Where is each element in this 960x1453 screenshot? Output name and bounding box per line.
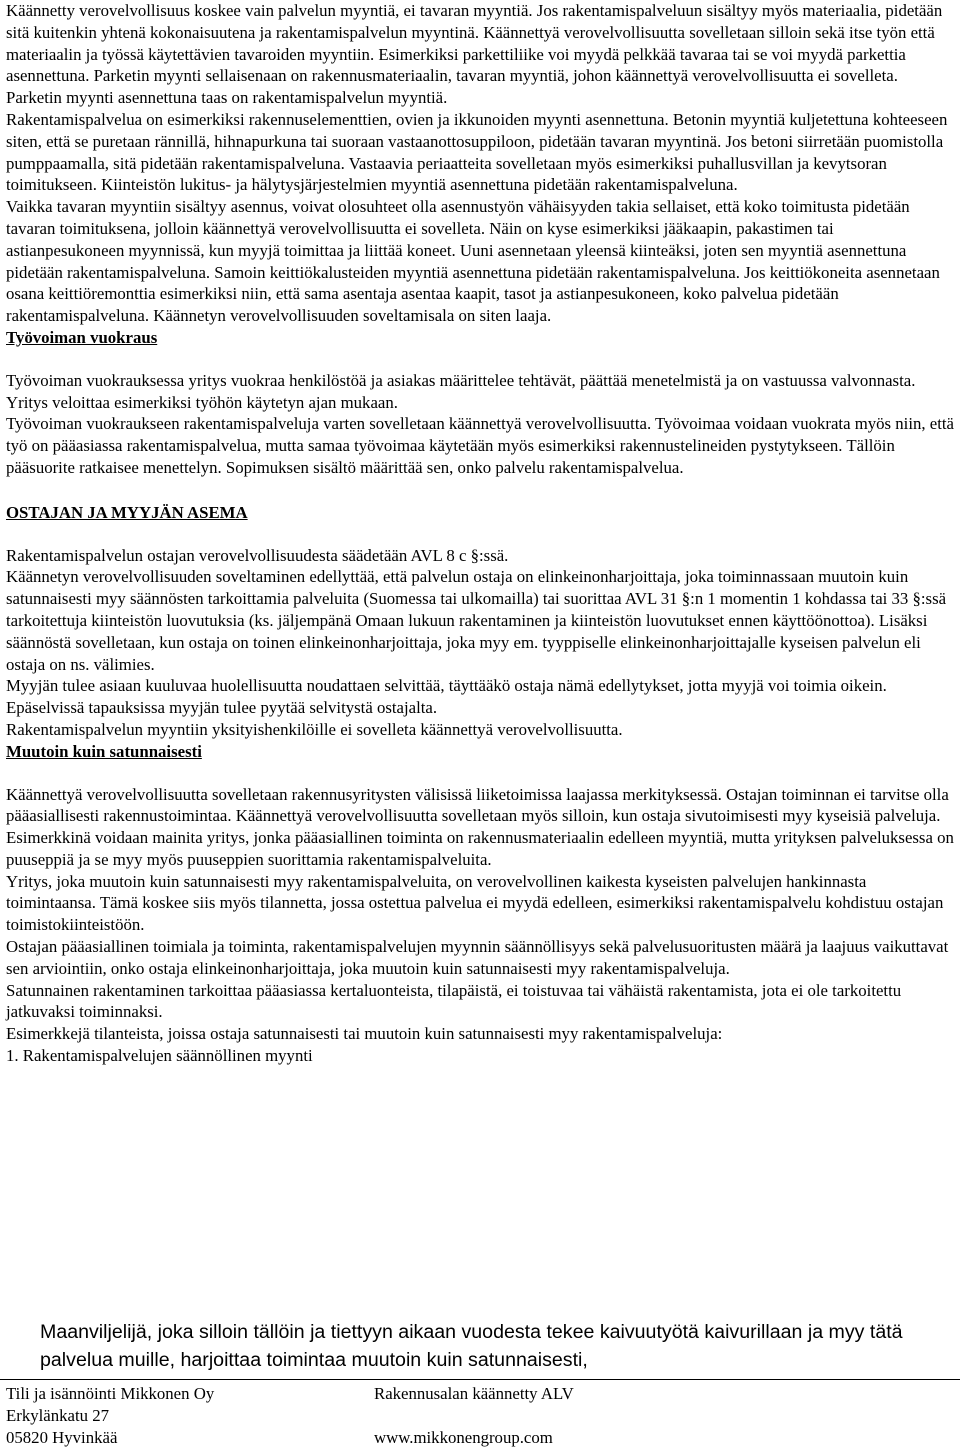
paragraph: Työvoiman vuokrauksessa yritys vuokraa henkilöstöä ja asiakas määrittelee tehtävät, päättää menetelmistä ja on vastuussa valvonnasta. Yritys veloittaa esimerkiksi työhön käytetyn ajan mukaan.	[6, 370, 916, 412]
paragraph: Satunnainen rakentaminen tarkoittaa pääasiassa kertaluonteista, tilapäistä, ei toistuvaa tai vähäistä rakentamista, jota ei ole tarkoitettu jatkuvaksi toiminnaksi.	[6, 980, 902, 1022]
footer-info	[374, 1383, 574, 1449]
footer-spacer	[374, 1405, 574, 1427]
footer-postal: 05820 Hyvinkää	[6, 1428, 118, 1447]
paragraph: Vaikka tavaran myyntiin sisältyy asennus, voivat olosuhteet olla asennustyön vähäisyyden takia sellaiset, että koko toimitusta pidetään tavaran toimituksena, jolloin käännettyä verovelvollisuutta ei sovelleta. Näin on kyse esimerkiksi jääkaapin, pakastimen tai astianpesukoneen myynnissä, kun myyjä toimittaa ja liittää koneet. Uuni asennetaan yleensä kiinteäksi, joten sen myyntiä asennettuna pidetään rakentamispalveluna. Samoin keittiökalusteiden myyntiä asennettuna pidetään rakentamispalveluna. Jos keittiökoneita asennetaan osana keittiöremonttia esimerkiksi niin, että sama asentaja asentaa kaapit, tasot ja astianpesukoneen, koko palvelua pidetään rakentamispalveluna. Käännetyn verovelvollisuuden soveltamisala on siten laaja.	[6, 197, 940, 326]
paragraph: Käännetty verovelvollisuus koskee vain palvelun myyntiä, ei tavaran myyntiä. Jos rakentamispalveluun sisältyy myös materiaalia, pidetään sitä kuitenkin yhtenä kokonaisuutena ja rakentamispalvelun myyntinä. Käännettyä verovelvollisuutta sovelletaan silloin sekä itse työn että materiaalin ja työssä käytettävien tavaroiden myyntiin. Esimerkiksi parkettiliike voi myydä pelkkää tavaraa tai se voi myydä parkettia asennettuna. Parketin myynti sellaisenaan on rakennusmateriaalin, tavaran myyntiä, johon käännettyä verovelvollisuutta ei sovelleta. Parketin myynti asennettuna taas on rakentamispalvelun myyntiä.	[6, 1, 943, 108]
section-heading-ostajan-ja-myyjan-asema: OSTAJAN JA MYYJÄN ASEMA	[6, 502, 248, 522]
paragraph: Käännetyn verovelvollisuuden soveltaminen edellyttää, että palvelun ostaja on elinkeinonharjoittaja, joka toiminnassaan muutoin kuin satunnaisesti myy säännösten tarkoittamia palveluita (Suomessa tai ulkomailla) tai suorittaa AVL 31 §:n 1 momentin 1 kohdassa tai 33 §:ssä tarkoitettuja kiinteistön luovutuksia (ks. jäljempänä Omaan lukuun rakentaminen ja kiinteistön luovutukset ennen käyttöönottoa). Lisäksi säännöstä sovelletaan, kun ostaja on toinen elinkeinonharjoittaja, joka myy em. tyyppiselle elinkeinonharjoittajalle kyseisen palvelun eli ostaja on ns. välimies.	[6, 567, 947, 674]
footer-company: Tili ja isännöinti Mikkonen Oy	[6, 1384, 215, 1403]
document-body	[6, 0, 954, 1067]
section-heading-tyovoiman-vuokraus: Työvoiman vuokraus	[6, 327, 158, 347]
paragraph: Esimerkkejä tilanteista, joissa ostaja satunnaisesti tai muutoin kuin satunnaisesti myy rakentamispalveluja:	[6, 1024, 723, 1044]
paragraph: Myyjän tulee asiaan kuuluvaa huolellisuutta noudattaen selvittää, täyttääkö ostaja nämä edellytykset, jotta myyjä voi toimia oikein. Epäselvissä tapauksissa myyjän tulee pyytää selvitystä ostajalta.	[6, 676, 887, 718]
example-quote: Maanviljelijä, joka silloin tällöin ja tiettyyn aikaan vuodesta tekee kaivuutyötä kaivurillaan ja myy tätä palvelua muille, harjoittaa toimintaa muutoin kuin satunnaisesti,	[40, 1321, 903, 1371]
footer-address	[6, 1383, 214, 1449]
paragraph: Käännettyä verovelvollisuutta sovelletaan rakennusyritysten välisissä liiketoimissa laajassa merkityksessä. Ostajan toiminnan ei tarvitse olla pääasiallisesti rakennustoimintaa. Käännettyä verovelvollisuutta sovelletaan myös silloin, kun ostaja sivutoimisesti myy kyseisiä palveluja. Esimerkkinä voidaan mainita yritys, jonka pääasiallinen toiminta on rakennusmateriaalin edelleen myyntiä, mutta yrityksen palveluksessa on puuseppiä ja se myy myös puuseppien suorittamia rakentamispalveluita.	[6, 784, 954, 869]
paragraph: Rakentamispalvelun myyntiin yksityishenkilöille ei sovelleta käännettyä verovelvollisuutta.	[6, 719, 623, 739]
paragraph: Rakentamispalvelun ostajan verovelvollisuudesta säädetään AVL 8 c §:ssä.	[6, 545, 509, 565]
paragraph: Rakentamispalvelua on esimerkiksi rakennuselementtien, ovien ja ikkunoiden myynti asennettuna. Betonin myyntiä kuljetettuna kohteeseen siten, että se puretaan rännillä, hihnapurkuna tai suoraan vastaanottosuppiloon, pidetään tavaran myyntinä. Jos betoni siirretään puomistolla pumppaamalla, sitä pidetään rakentamispalveluna. Vastaavia periaatteita sovelletaan myös esimerkiksi puhallusvillan ja kevytsoran toimitukseen. Kiinteistön lukitus- ja hälytysjärjestelmien myyntiä asennettuna pidetään rakentamispalveluna.	[6, 109, 948, 195]
paragraph: Yritys, joka muutoin kuin satunnaisesti myy rakentamispalveluita, on verovelvollinen kaikesta kyseisten palvelujen hankinnasta toimintaansa. Tämä koskee siis myös tilannetta, jossa ostettua palvelua ei myydä edelleen, esimerkiksi rakentamispalvelu kohdistuu ostajan toimistokiinteistöön.	[6, 871, 944, 935]
paragraph: Työvoiman vuokraukseen rakentamispalveluja varten sovelletaan käännettyä verovelvollisuutta. Työvoimaa voidaan vuokrata myös niin, että työ on pääasiassa rakentamispalvelua, mutta samaa työvoimaa käytetään myös esimerkiksi rakennustelineiden pystytykseen. Tällöin pääsuorite ratkaisee menettelyn. Sopimuksen sisältö määrittää sen, onko palvelu rakentamispalvelua.	[6, 414, 954, 477]
footer-street: Erkylänkatu 27	[6, 1406, 109, 1425]
footer-tagline: Rakennusalan käännetty ALV	[374, 1384, 574, 1403]
section-heading-muutoin-kuin-satunnaisesti: Muutoin kuin satunnaisesti	[6, 741, 202, 761]
paragraph: Ostajan pääasiallinen toimiala ja toiminta, rakentamispalvelujen myynnin säännöllisyys sekä palvelusuoritusten määrä ja laajuus vaikuttavat sen arviointiin, onko ostaja elinkeinonharjoittaja, joka muutoin kuin satunnaisesti myy rakentamispalveluja.	[6, 937, 949, 978]
footer-website[interactable]: www.mikkonengroup.com	[374, 1428, 553, 1447]
page-footer	[0, 1379, 960, 1453]
list-item: 1. Rakentamispalvelujen säännöllinen myynti	[6, 1046, 313, 1066]
